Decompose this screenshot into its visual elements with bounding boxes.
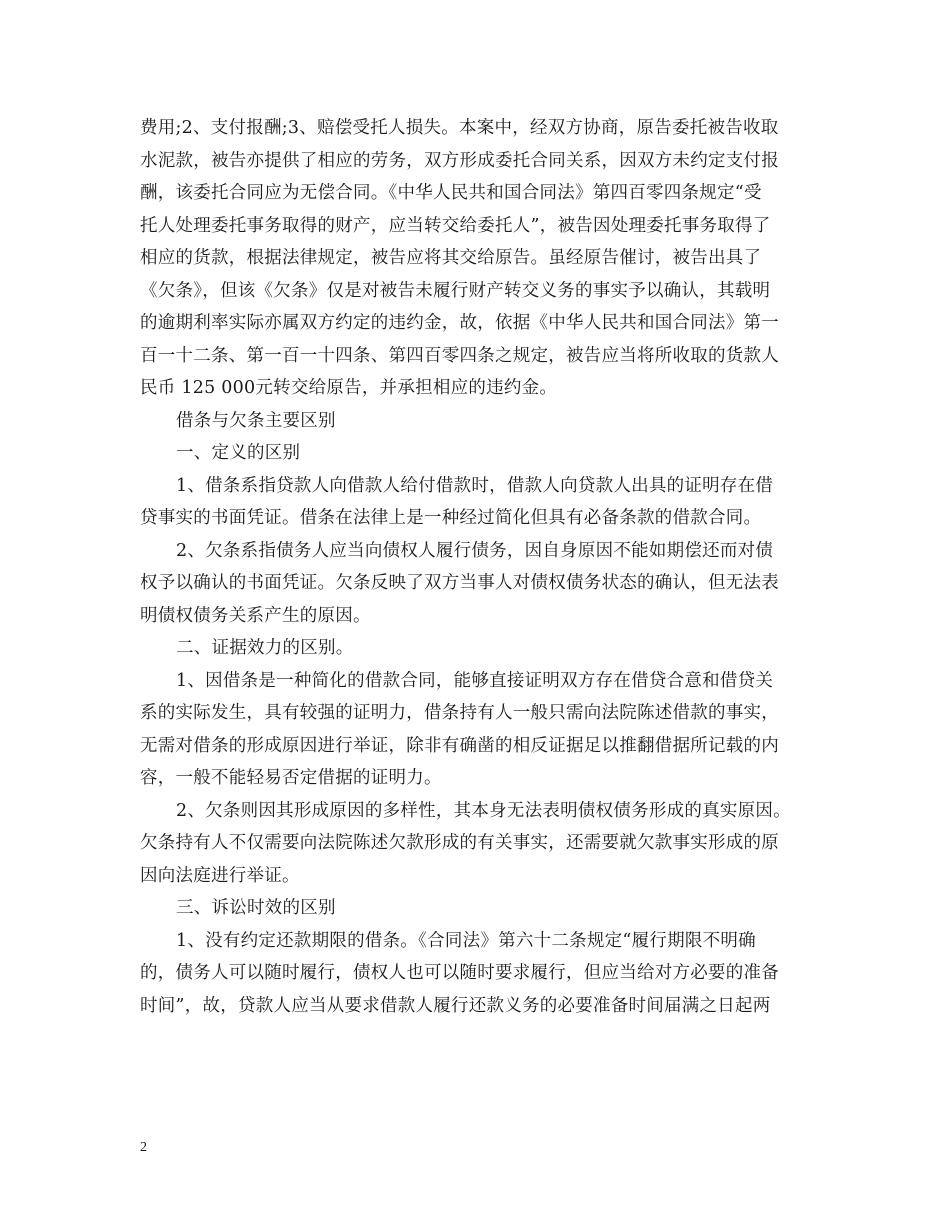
- text-line: 三、诉讼时效的区别: [176, 898, 336, 918]
- text-line: 2、欠条系指债务人应当向债权人履行债务，因自身原因不能如期偿还而对债: [176, 540, 774, 561]
- text-line: 民币 125 000元转交给原告，并承担相应的违约金。: [140, 378, 558, 398]
- text-line: 系的实际发生，具有较强的证明力，借条持有人一般只需向法院陈述借款的事实，: [140, 703, 779, 723]
- text-line: 《欠条》，但该《欠条》仅是对被告未履行财产转交义务的事实予以确认，其载明: [140, 280, 771, 301]
- text-line: 二、证据效力的区别。: [176, 638, 354, 658]
- text-line: 欠条持有人不仅需要向法院陈述欠款形成的有关事实，还需要就欠款事实形成的原: [140, 833, 779, 853]
- document-body: [140, 112, 812, 1022]
- text-line: 1、借条系指贷款人向借款人给付借款时，借款人向贷款人出具的证明存在借: [176, 475, 774, 496]
- text-line: 相应的货款，根据法律规定，被告应将其交给原告。虽经原告催讨，被告出具了: [140, 248, 762, 268]
- text-line: 1、没有约定还款期限的借条。《合同法》第六十二条规定“履行期限不明确: [176, 930, 756, 951]
- text-line: 酬，该委托合同应为无偿合同。《中华人民共和国合同法》第四百零四条规定“受: [140, 183, 762, 203]
- text-line: 明债权债务关系产生的原因。: [140, 605, 371, 626]
- text-line: 贷事实的书面凭证。借条在法律上是一种经过简化但具有必备条款的借款合同。: [140, 508, 762, 528]
- text-line: 托人处理委托事务取得的财产，应当转交给委托人”，被告因处理委托事务取得了: [140, 215, 771, 236]
- text-line: 因向法庭进行举证。: [140, 865, 300, 886]
- text-line: 百一十二条、第一百一十四条、第四百零四条之规定，被告应当将所收取的货款人: [140, 345, 779, 366]
- text-line: 费用;2、支付报酬;3、赔偿受托人损失。本案中，经双方协商，原告委托被告收取: [140, 118, 779, 138]
- text-line: 1、因借条是一种简化的借款合同，能够直接证明双方存在借贷合意和借贷关: [176, 670, 774, 691]
- text-line: 的，债务人可以随时履行，债权人也可以随时要求履行，但应当给对方必要的准备: [140, 963, 779, 983]
- text-line: 一、定义的区别: [176, 443, 301, 463]
- text-line: 的逾期利率实际亦属双方约定的违约金，故，依据《中华人民共和国合同法》第一: [140, 313, 779, 333]
- text-line: 容，一般不能轻易否定借据的证明力。: [140, 768, 442, 788]
- text-line: 借条与欠条主要区别: [176, 410, 336, 431]
- text-line: 2、欠条则因其形成原因的多样性，其本身无法表明债权债务形成的真实原因。: [176, 800, 791, 821]
- text-line: 权予以确认的书面凭证。欠条反映了双方当事人对债权债务状态的确认，但无法表: [140, 573, 779, 593]
- text-line: 时间”，故，贷款人应当从要求借款人履行还款义务的必要准备时间届满之日起两: [140, 995, 771, 1016]
- page-number: 2: [140, 1140, 147, 1155]
- text-line: 水泥款，被告亦提供了相应的劳务，双方形成委托合同关系，因双方未约定支付报: [140, 150, 779, 171]
- text-line: 无需对借条的形成原因进行举证，除非有确凿的相反证据足以推翻借据所记载的内: [140, 735, 779, 756]
